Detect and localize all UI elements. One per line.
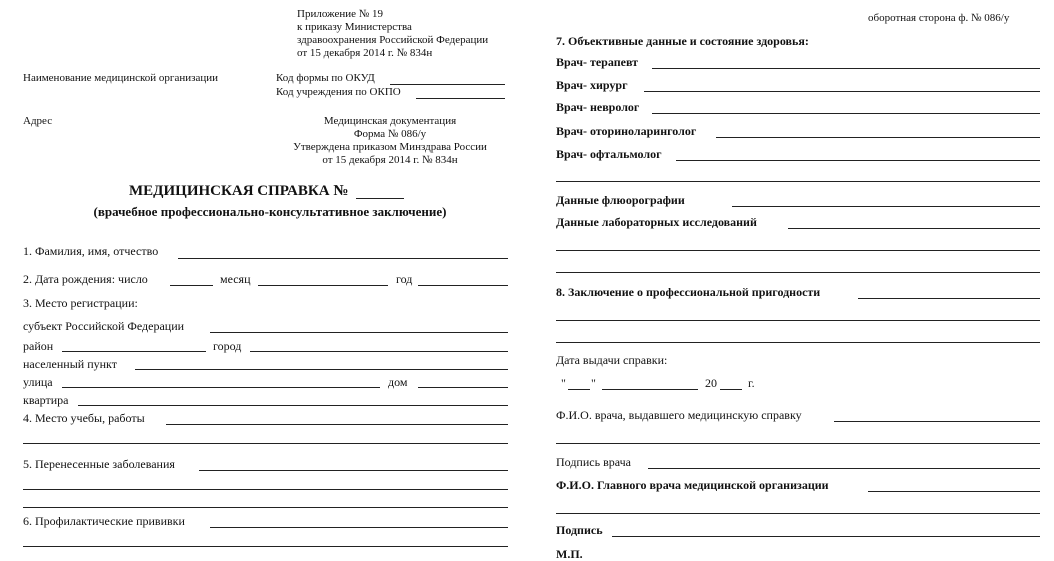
lab-label: Данные лабораторных исследований [556,215,757,229]
house-field[interactable] [418,387,508,388]
appendix-line-4: от 15 декабря 2014 г. № 834н [297,47,433,59]
diseases-field-line-3[interactable] [23,507,508,508]
doc-info-line-2: Форма № 086/у [353,128,427,140]
subject-field[interactable] [210,332,508,333]
date-year-prefix: 20 [705,376,717,390]
ophthalmologist-label: Врач- офтальмолог [556,147,662,161]
org-name-label: Наименование медицинской организации [23,72,218,84]
doc-info-line-1: Медицинская документация [323,115,457,127]
reverse-side-label: оборотная сторона ф. № 086/у [868,12,1010,24]
conclusion-field[interactable] [858,298,1040,299]
address-label: Адрес [23,115,53,127]
stamp-label: М.П. [556,547,583,561]
doctor-fio-label: Ф.И.О. врача, выдавшего медицинскую справку [556,408,802,422]
issue-month-field[interactable] [602,389,698,390]
section-7-label: 7. Объективные данные и состояние здоровья: [556,34,809,48]
vaccinations-field-line-2[interactable] [23,546,508,547]
field-6-label: 6. Профилактические прививки [23,514,185,528]
chief-fio-field-line-2[interactable] [556,513,1040,514]
doctor-sign-field[interactable] [648,468,1040,469]
birth-month-label: месяц [220,272,251,286]
study-work-field-line-2[interactable] [23,443,508,444]
vaccinations-field[interactable] [210,527,508,528]
fluoro-label: Данные флюорографии [556,193,685,207]
neurologist-label: Врач- невролог [556,100,640,114]
issue-year-field[interactable] [720,389,742,390]
birth-year-field[interactable] [418,285,508,286]
chief-fio-label: Ф.И.О. Главного врача медицинской организации [556,478,829,492]
birth-month-field[interactable] [258,285,388,286]
doctor-fio-field-line-2[interactable] [556,443,1040,444]
ent-field[interactable] [716,137,1040,138]
signature-field[interactable] [612,536,1040,537]
study-work-field[interactable] [166,424,508,425]
certificate-title: МЕДИЦИНСКАЯ СПРАВКА № [129,183,349,199]
neurologist-field[interactable] [652,113,1040,114]
fluoro-field[interactable] [732,206,1040,207]
diseases-field-line-2[interactable] [23,489,508,490]
doc-info-line-3: Утверждена приказом Минздрава России [293,141,487,153]
date-open-quote: " [561,376,566,390]
lab-field-line-2[interactable] [556,250,1040,251]
certificate-subtitle: (врачебное профессионально-консультативное заключение) [93,204,447,219]
date-year-suffix: г. [748,376,755,390]
field-5-label: 5. Перенесенные заболевания [23,457,175,471]
section-8-label: 8. Заключение о профессиональной пригодности [556,285,821,299]
diseases-field[interactable] [199,470,508,471]
doc-info-line-4: от 15 декабря 2014 г. № 834н [322,154,458,166]
issue-day-field[interactable] [568,389,590,390]
apartment-label: квартира [23,393,69,407]
ent-label: Врач- оториноларинголог [556,124,697,138]
settlement-label: населенный пункт [23,357,117,371]
city-label: город [213,339,242,353]
full-name-field[interactable] [178,258,508,259]
birth-day-field[interactable] [170,285,213,286]
apartment-field[interactable] [78,405,508,406]
chief-fio-field[interactable] [868,491,1040,492]
health-extra-line[interactable] [556,181,1040,182]
settlement-field[interactable] [135,369,508,370]
district-field[interactable] [62,351,206,352]
lab-field[interactable] [788,228,1040,229]
surgeon-field[interactable] [644,91,1040,92]
date-close-quote: " [591,376,596,390]
conclusion-field-line-2[interactable] [556,320,1040,321]
okud-label: Код формы по ОКУД [276,72,375,84]
okpo-field[interactable] [416,98,505,99]
doctor-sign-label: Подпись врача [556,455,631,469]
street-field[interactable] [62,387,380,388]
subject-label: субъект Российской Федерации [23,319,185,333]
signature-label: Подпись [556,523,603,537]
field-3-label: 3. Место регистрации: [23,296,138,310]
issue-date-label: Дата выдачи справки: [556,353,668,367]
okud-field[interactable] [390,84,505,85]
appendix-line-1: Приложение № 19 [297,8,384,20]
doctor-fio-field[interactable] [834,421,1040,422]
house-label: дом [388,375,408,389]
conclusion-field-line-3[interactable] [556,342,1040,343]
appendix-line-2: к приказу Министерства [297,21,412,33]
appendix-line-3: здравоохранения Российской Федерации [297,34,489,46]
therapist-field[interactable] [652,68,1040,69]
city-field[interactable] [250,351,508,352]
field-4-label: 4. Место учебы, работы [23,411,145,425]
certificate-number-field[interactable] [356,198,404,199]
street-label: улица [23,375,53,389]
ophthalmologist-field[interactable] [676,160,1040,161]
therapist-label: Врач- терапевт [556,55,639,69]
birth-year-label: год [396,272,413,286]
field-2-label: 2. Дата рождения: число [23,272,148,286]
surgeon-label: Врач- хирург [556,78,628,92]
lab-field-line-3[interactable] [556,272,1040,273]
okpo-label: Код учреждения по ОКПО [276,86,401,98]
district-label: район [23,339,54,353]
field-1-label: 1. Фамилия, имя, отчество [23,244,159,258]
